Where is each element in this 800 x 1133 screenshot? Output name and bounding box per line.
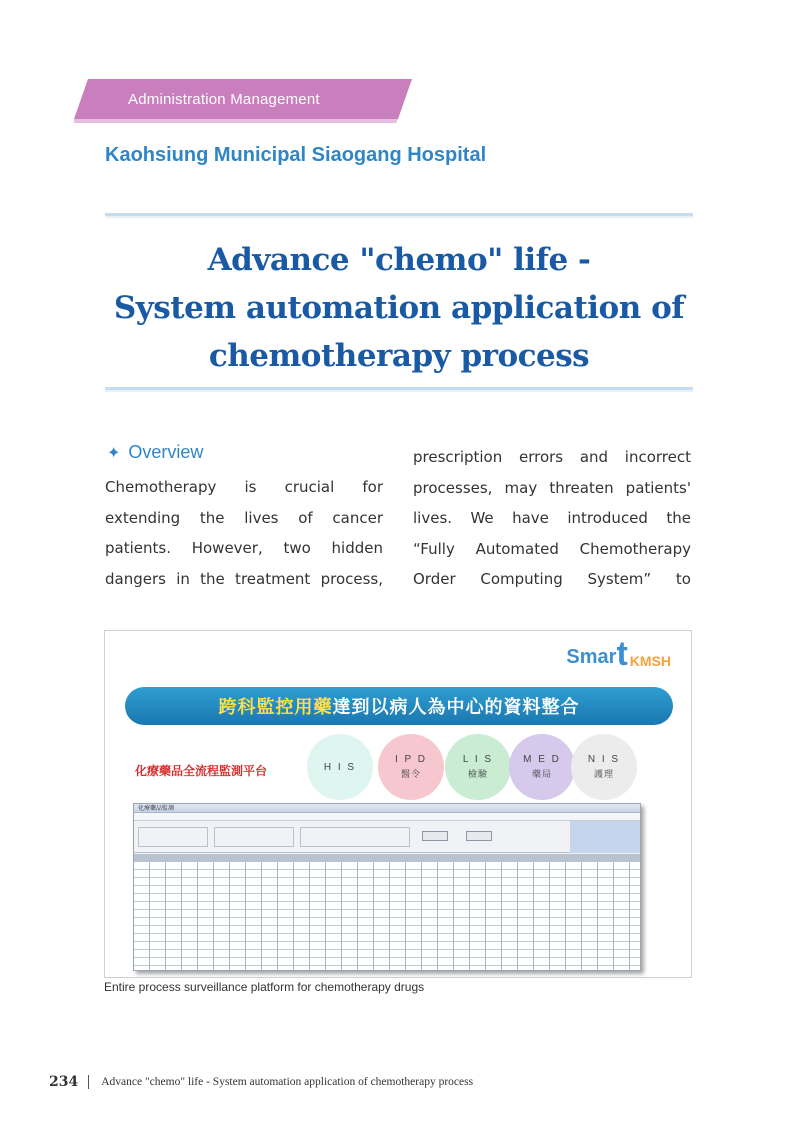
section-banner-label: Administration Management: [128, 91, 320, 108]
system-circle-ipd: [378, 734, 444, 800]
overview-heading: [107, 442, 203, 463]
figure-banner-highlight: 跨科監控用藥: [218, 697, 333, 718]
body-column-left: [105, 472, 383, 594]
figure-surveillance-platform: [104, 630, 692, 978]
page-footer: [49, 1074, 473, 1090]
system-circle-med: [509, 734, 575, 800]
circle-sublabel: 護理: [593, 770, 614, 780]
body-line: extending the lives of cancer: [105, 508, 383, 527]
circle-label: L I S: [462, 754, 494, 765]
screenshot-grid-header: [134, 854, 640, 862]
title-line: System automation application of: [113, 290, 685, 326]
title-line: Advance "chemo" life -: [207, 242, 591, 278]
smart-kmsh-logo: [566, 635, 671, 673]
option-filter-box: [214, 827, 294, 847]
circle-sublabel: 檢驗: [467, 770, 488, 780]
date-filter-box: [138, 827, 208, 847]
query-button: [422, 831, 448, 841]
system-circle-nis: [571, 734, 637, 800]
circle-label: I P D: [394, 754, 428, 765]
section-banner: [74, 75, 412, 123]
figure-banner-text: 達到以病人為中心的資料整合: [332, 697, 580, 718]
system-circle-his: [307, 734, 373, 800]
platform-label: 化療藥品全流程監測平台: [135, 764, 268, 778]
circle-label: M E D: [523, 754, 561, 765]
circle-sublabel: 醫令: [400, 770, 421, 780]
circle-label: H I S: [323, 761, 357, 773]
title-rule-bottom: [105, 387, 693, 392]
body-line: Chemotherapy is crucial for: [105, 478, 383, 496]
screenshot-blue-panel: [570, 821, 640, 853]
title-line: chemotherapy process: [208, 338, 590, 374]
page-number: 234: [49, 1074, 79, 1090]
logo-t: t: [616, 635, 628, 673]
body-line: “Fully Automated Chemotherapy: [413, 539, 691, 558]
screenshot-filter-panel: [134, 821, 640, 853]
logo-prefix: Smar: [566, 646, 617, 668]
four-point-star-icon: ✦: [107, 444, 121, 462]
body-line: dangers in the treatment process,: [105, 569, 383, 588]
screenshot-menubar: [134, 813, 640, 821]
screenshot-titlebar: 化療藥品監測: [134, 804, 640, 813]
article-title: [105, 236, 693, 380]
running-title: Advance "chemo" life - System automation application of chemotherapy process: [101, 1076, 474, 1088]
application-screenshot: [133, 803, 641, 971]
footer-divider: [88, 1075, 89, 1089]
body-line: processes, may threaten patients': [413, 478, 691, 497]
hospital-name: Kaohsiung Municipal Siaogang Hospital: [105, 144, 487, 166]
body-line: lives. We have introduced the: [413, 509, 691, 527]
logo-suffix: KMSH: [629, 653, 671, 669]
body-line: Order Computing System” to: [413, 570, 691, 588]
close-button: [466, 831, 492, 841]
body-line: prescription errors and incorrect: [413, 448, 691, 466]
figure-caption: Entire process surveillance platform for chemotherapy drugs: [104, 980, 425, 994]
screenshot-data-grid: [134, 854, 640, 970]
figure-banner: [125, 687, 673, 725]
overview-heading-label: Overview: [128, 442, 204, 462]
body-line: patients. However, two hidden: [105, 539, 383, 557]
title-rule-top: [105, 213, 693, 218]
check-filter-box: [300, 827, 410, 847]
body-column-right: [413, 442, 691, 595]
system-circle-lis: [445, 734, 511, 800]
circle-sublabel: 藥局: [531, 770, 552, 780]
circle-label: N I S: [587, 754, 621, 765]
